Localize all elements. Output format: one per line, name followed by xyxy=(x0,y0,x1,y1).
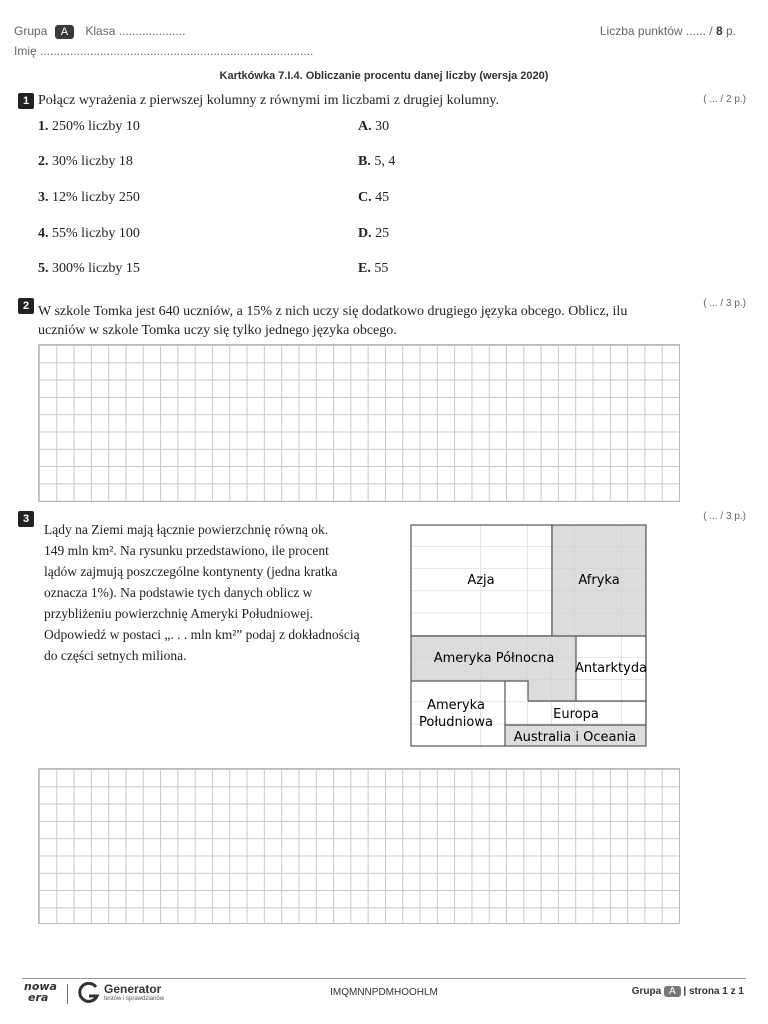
class-label: Klasa .................... xyxy=(85,24,186,38)
group-field xyxy=(14,24,185,39)
question-2-line-2: uczniów w szkole Tomka uczy się tylko jednego języka obcego. xyxy=(38,323,397,338)
q3-line: Odpowiedź w postaci „. . . mln km²” podaj z dokładnością xyxy=(44,627,360,642)
continents-diagram xyxy=(410,524,648,748)
label-australia: Australia i Oceania xyxy=(513,730,637,745)
item-value: 55 xyxy=(374,261,389,276)
q1-right-item xyxy=(358,261,388,277)
q1-left-item xyxy=(38,119,140,135)
q1-left-item xyxy=(38,154,133,170)
q1-right-item xyxy=(358,154,395,170)
q3-line: oznacza 1%). Na podstawie tych danych oblicz w xyxy=(44,585,313,600)
answer-grid-3[interactable] xyxy=(38,768,680,924)
question-number-1: 1 xyxy=(18,93,34,109)
question-2-points: ( ... / 3 p.) xyxy=(703,298,746,309)
label-europe: Europa xyxy=(553,707,599,722)
question-3-text xyxy=(44,519,360,666)
item-text: 300% liczby 15 xyxy=(52,261,140,276)
item-letter: B. xyxy=(358,154,371,169)
item-number: 4. xyxy=(38,226,49,241)
q3-line: 149 mln km². Na rysunku przedstawiono, ile procent xyxy=(44,543,329,558)
item-value: 5, 4 xyxy=(374,154,396,169)
item-number: 2. xyxy=(38,154,49,169)
item-number: 5. xyxy=(38,261,49,276)
q3-line: Lądy na Ziemi mają łącznie powierzchnię równą ok. xyxy=(44,522,329,537)
item-text: 30% liczby 18 xyxy=(52,154,133,169)
item-letter: A. xyxy=(358,119,372,134)
item-letter: C. xyxy=(358,190,372,205)
label-asia: Azja xyxy=(467,573,495,588)
item-text: 55% liczby 100 xyxy=(52,226,140,241)
document-code: IMQMNNPDMHOOHLM xyxy=(330,987,438,998)
question-3-points: ( ... / 3 p.) xyxy=(703,511,746,522)
q1-left-item xyxy=(38,226,140,242)
item-number: 1. xyxy=(38,119,49,134)
points-label: Liczba punktów ...... / xyxy=(599,24,713,38)
generator-subtitle: testów i sprawdzianów xyxy=(104,996,165,1002)
group-label: Grupa xyxy=(14,24,48,38)
label-africa: Afryka xyxy=(578,573,620,588)
footer-divider xyxy=(22,978,746,979)
q1-right-item xyxy=(358,190,389,206)
points-total: 8 xyxy=(715,24,723,38)
label-north-america: Ameryka Północna xyxy=(433,651,555,666)
label-south-america-1: Ameryka xyxy=(427,698,485,713)
label-antarctica: Antarktyda xyxy=(574,661,648,676)
label-south-america-2: Południowa xyxy=(419,715,493,730)
question-number-3: 3 xyxy=(18,511,34,527)
question-number-2: 2 xyxy=(18,298,34,314)
question-1-text: Połącz wyrażenia z pierwszej kolumny z równymi im liczbami z drugiej kolumny. xyxy=(38,93,499,108)
footer-group-badge: A xyxy=(664,986,681,997)
logo-line-1: nowa xyxy=(24,980,57,993)
item-value: 45 xyxy=(375,190,390,205)
generator-title: Generator xyxy=(104,982,162,996)
item-value: 25 xyxy=(375,226,390,241)
q3-line: przybliżeniu powierzchnię Ameryki Południowej. xyxy=(44,606,314,621)
group-badge: A xyxy=(55,25,74,39)
footer-page-number: | strona 1 z 1 xyxy=(683,986,744,997)
footer-group-label: Grupa xyxy=(631,986,662,997)
name-field: Imię .................................................................................. xyxy=(14,44,314,58)
logo-line-2: era xyxy=(28,991,49,1004)
item-value: 30 xyxy=(375,119,390,134)
q1-left-item xyxy=(38,261,140,277)
q1-right-item xyxy=(358,226,389,242)
answer-grid-2[interactable] xyxy=(38,344,680,502)
question-1-points: ( ... / 2 p.) xyxy=(703,94,746,105)
q1-right-item xyxy=(358,119,389,135)
points-unit: p. xyxy=(725,24,736,38)
page-title: Kartkówka 7.I.4. Obliczanie procentu danej liczby (wersja 2020) xyxy=(219,70,549,82)
points-field xyxy=(600,24,736,38)
q3-line: lądów zajmują poszczególne kontynenty (jedna kratka xyxy=(44,564,338,579)
item-letter: D. xyxy=(358,226,372,241)
item-letter: E. xyxy=(358,261,371,276)
item-number: 3. xyxy=(38,190,49,205)
item-text: 12% liczby 250 xyxy=(52,190,140,205)
question-2-line-1: W szkole Tomka jest 640 uczniów, a 15% z nich uczy się dodatkowo drugiego języka obcego. Oblicz, ilu xyxy=(38,304,628,319)
footer-page-info xyxy=(632,986,744,997)
q3-line: do części setnych miliona. xyxy=(44,648,187,663)
item-text: 250% liczby 10 xyxy=(52,119,140,134)
q1-left-item xyxy=(38,190,140,206)
